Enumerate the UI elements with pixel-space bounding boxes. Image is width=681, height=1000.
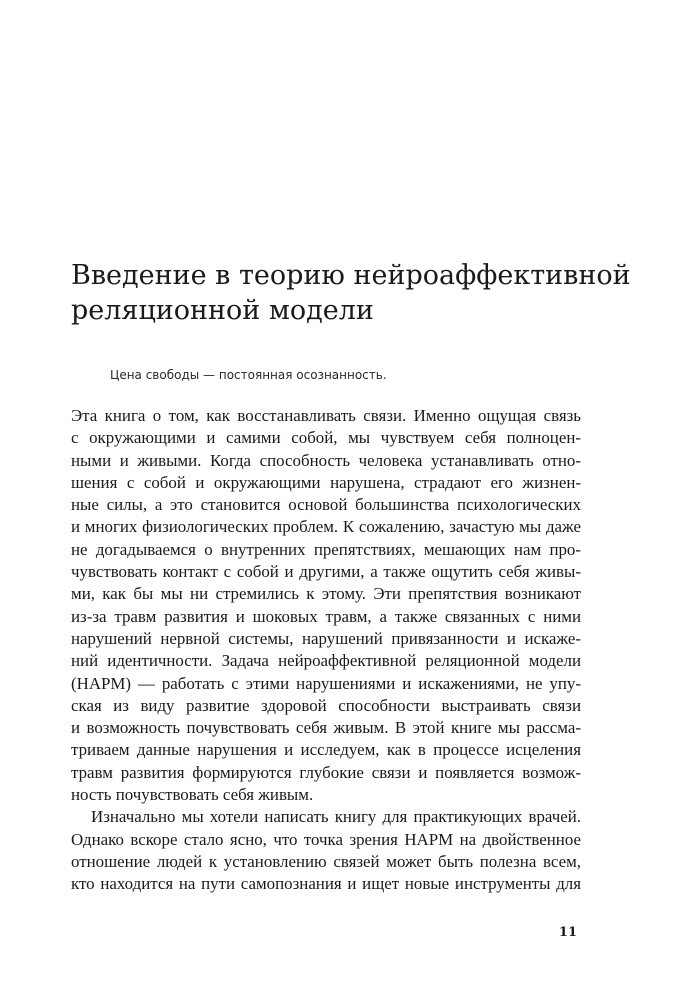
text-line: и многих физиологических проблем. К сожалению, зачастую мы даже <box>71 517 581 537</box>
text-line: ний идентичности. Задача нейроаффективной реляционной модели <box>71 651 581 671</box>
text-line: ными и живыми. Когда способность человека устанавливать отно- <box>71 450 581 470</box>
text-line: с окружающими и самими собой, мы чувствуем себя полноцен- <box>71 428 581 448</box>
chapter-title-line: Введение в теорию нейроаффективной <box>71 260 631 291</box>
text-line: ская из виду развитие здоровой способности выстраивать связи <box>71 695 581 715</box>
text-line: травм развития формируются глубокие связи и появляется возмож- <box>71 762 581 782</box>
chapter-title-line: реляционной модели <box>71 295 374 326</box>
paragraph <box>71 405 581 806</box>
epigraph: Цена свободы — постоянная осознанность. <box>110 368 387 382</box>
chapter-title <box>71 258 631 328</box>
text-line: шения с собой и окружающими нарушена, страдают его жизнен- <box>71 472 581 492</box>
text-line: ные силы, а это становится основой большинства психологических <box>71 495 581 515</box>
page-number: 11 <box>558 925 577 940</box>
text-line: кто находится на пути самопознания и ищет новые инструменты для <box>71 874 581 894</box>
paragraph <box>71 806 581 895</box>
text-line: Эта книга о том, как восстанавливать связи. Именно ощущая связь <box>71 406 581 425</box>
text-line: отношение людей к установлению связей может быть полезна всем, <box>71 851 581 871</box>
text-line: чувствовать контакт с собой и другими, а также ощутить себя живы- <box>71 562 581 582</box>
text-line: (НАРМ) — работать с этими нарушениями и искажениями, не упу- <box>71 673 581 693</box>
text-line: не догадываемся о внутренних препятствиях, мешающих нам про- <box>71 539 581 559</box>
text-line: Изначально мы хотели написать книгу для практикующих врачей. <box>91 807 581 827</box>
text-line: ми, как бы мы ни стремились к этому. Эти препятствия возникают <box>71 584 581 604</box>
text-line: нарушений нервной системы, нарушений привязанности и искаже- <box>71 628 581 648</box>
text-line: триваем данные нарушения и исследуем, как в процессе исцеления <box>71 740 581 760</box>
text-line: из-за травм развития и шоковых травм, а также связанных с ними <box>71 606 581 626</box>
body-text <box>71 405 581 896</box>
text-line: ность почувствовать себя живым. <box>71 785 314 805</box>
text-line: Однако вскоре стало ясно, что точка зрения НАРМ на двойственное <box>71 829 581 849</box>
text-line: и возможность почувствовать себя живым. В этой книге мы рассма- <box>71 718 581 738</box>
